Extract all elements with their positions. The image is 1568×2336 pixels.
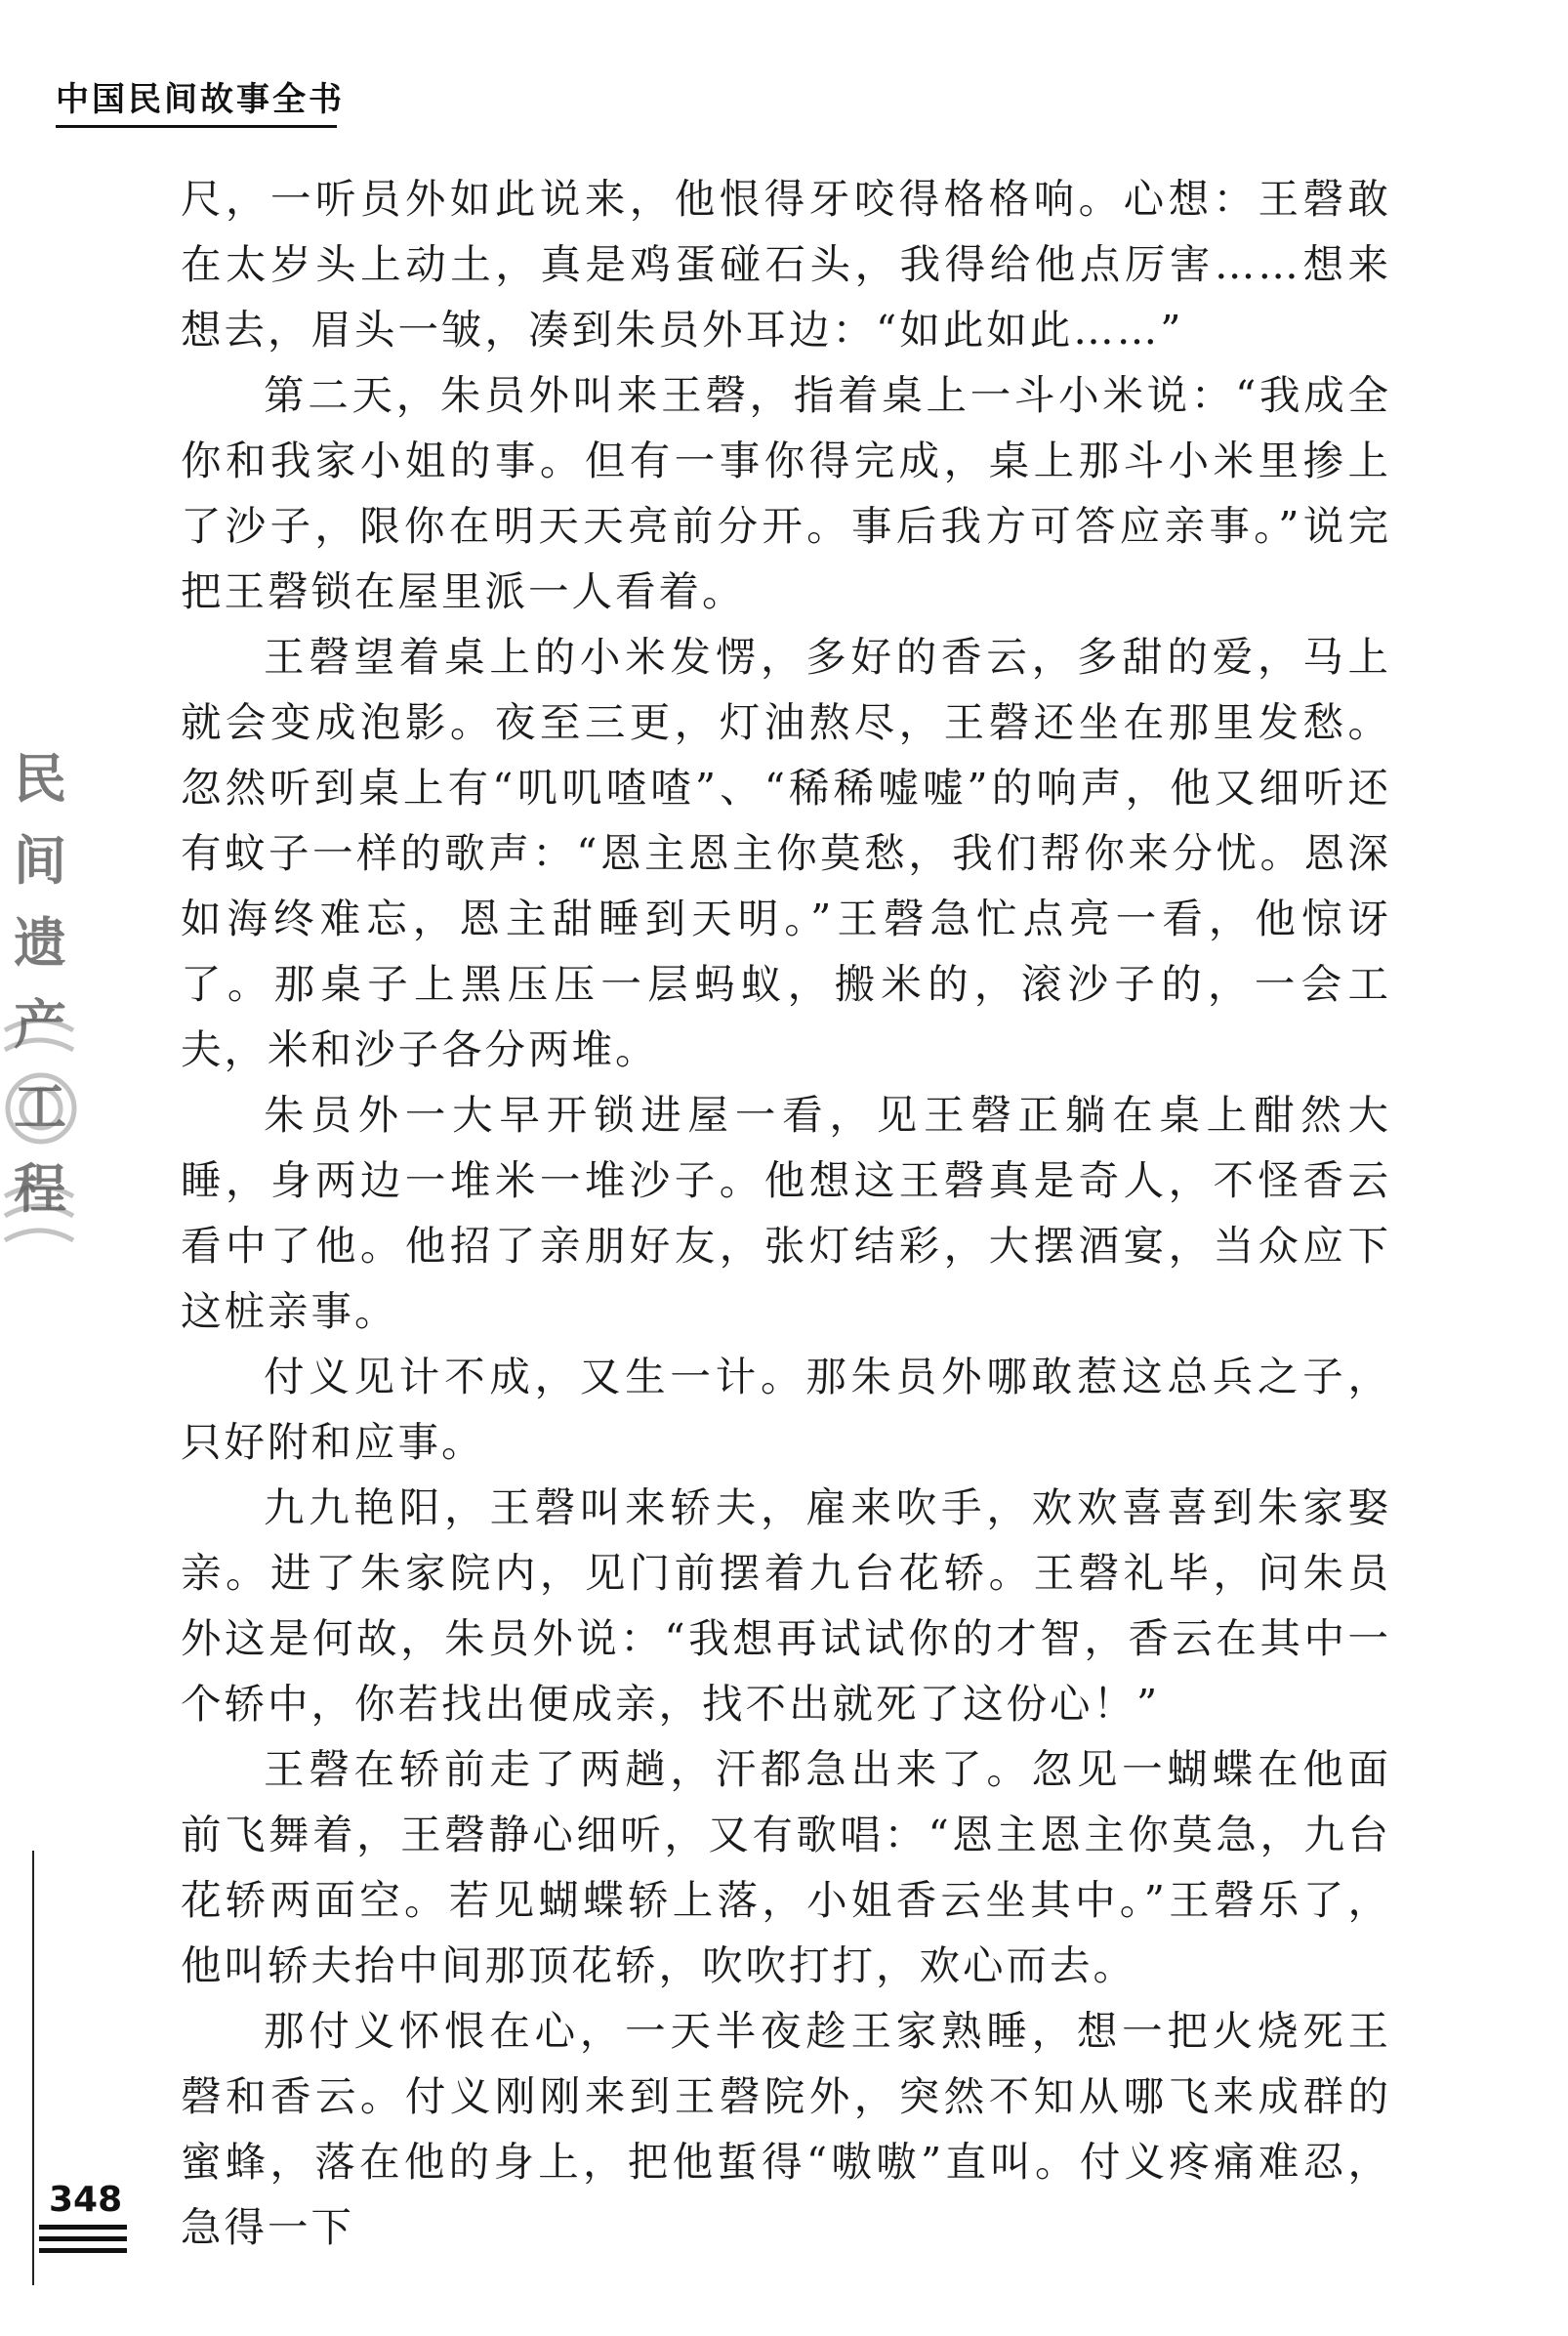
side-stamp-char: 工 [14, 1075, 66, 1138]
paragraph: 九九艳阳，王磬叫来轿夫，雇来吹手，欢欢喜喜到朱家娶亲。进了朱家院内，见门前摆着九台花轿。王磬礼毕，问朱员外这是何故，朱员外说：“我想再试试你的才智，香云在其中一个轿中，你若找出便成亲，找不出就死了这份心！” [181, 1483, 1391, 1728]
header-rule [56, 125, 337, 128]
margin-rule [32, 1851, 34, 2285]
side-stamp-char: 程 [14, 1157, 66, 1220]
side-stamp-char: 产 [14, 993, 66, 1056]
paragraph: 朱员外一大早开锁进屋一看，见王磬正躺在桌上酣然大睡，身两边一堆米一堆沙子。他想这王磬真是奇人，不怪香云看中了他。他招了亲朋好友，张灯结彩，大摆酒宴，当众应下这桩亲事。 [181, 1091, 1391, 1335]
folio-bar [39, 2225, 127, 2230]
paragraph: 第二天，朱员外叫来王磬，指着桌上一斗小米说：“我成全你和我家小姐的事。但有一事你得完成，桌上那斗小米里掺上了沙子，限你在明天天亮前分开。事后我方可答应亲事。”说完把王磬锁在屋里派一人看着。 [181, 371, 1391, 615]
side-stamp-char: 民 [14, 747, 66, 810]
page-number: 348 [49, 2180, 123, 2220]
paragraph: 王磬望着桌上的小米发愣，多好的香云，多甜的爱，马上就会变成泡影。夜至三更，灯油熬尽，王磬还坐在那里发愁。忽然听到桌上有“叽叽喳喳”、“稀稀嘘嘘”的响声，他又细听还有蚊子一样的歌声：“恩主恩主你莫愁，我们帮你来分忧。恩深如海终难忘，恩主甜睡到天明。”王磬急忙点亮一看，他惊讶了。那桌子上黑压压一层蚂蚁，搬米的，滚沙子的，一会工夫，米和沙子各分两堆。 [181, 633, 1391, 1073]
side-stamp-pattern [0, 737, 78, 1284]
book-title: 中国民间故事全书 [56, 80, 345, 119]
side-stamp-char: 遗 [14, 911, 66, 974]
folio-bar [39, 2236, 127, 2241]
side-stamp [0, 737, 78, 1284]
paragraph: 付义见计不成，又生一计。那朱员外哪敢惹这总兵之子，只好附和应事。 [181, 1353, 1391, 1466]
paragraph: 尺，一听员外如此说来，他恨得牙咬得格格响。心想：王磬敢在太岁头上动土，真是鸡蛋碰石头，我得给他点厉害……想来想去，眉头一皱，凑到朱员外耳边：“如此如此……” [181, 175, 1391, 354]
paragraph: 王磬在轿前走了两趟，汗都急出来了。忽见一蝴蝶在他面前飞舞着，王磬静心细听，又有歌唱：“恩主恩主你莫急，九台花轿两面空。若见蝴蝶轿上落，小姐香云坐其中。”王磬乐了，他叫轿夫抬中间那顶花轿，吹吹打打，欢心而去。 [181, 1745, 1391, 1989]
body-text [181, 166, 1391, 2260]
side-stamp-char: 间 [14, 829, 66, 892]
paragraph: 那付义怀恨在心，一天半夜趁王家熟睡，想一把火烧死王磬和香云。付义刚刚来到王磬院外，突然不知从哪飞来成群的蜜蜂，落在他的身上，把他蜇得“嗷嗷”直叫。付义疼痛难忍，急得一下 [181, 2007, 1391, 2251]
folio-bar [39, 2248, 127, 2253]
